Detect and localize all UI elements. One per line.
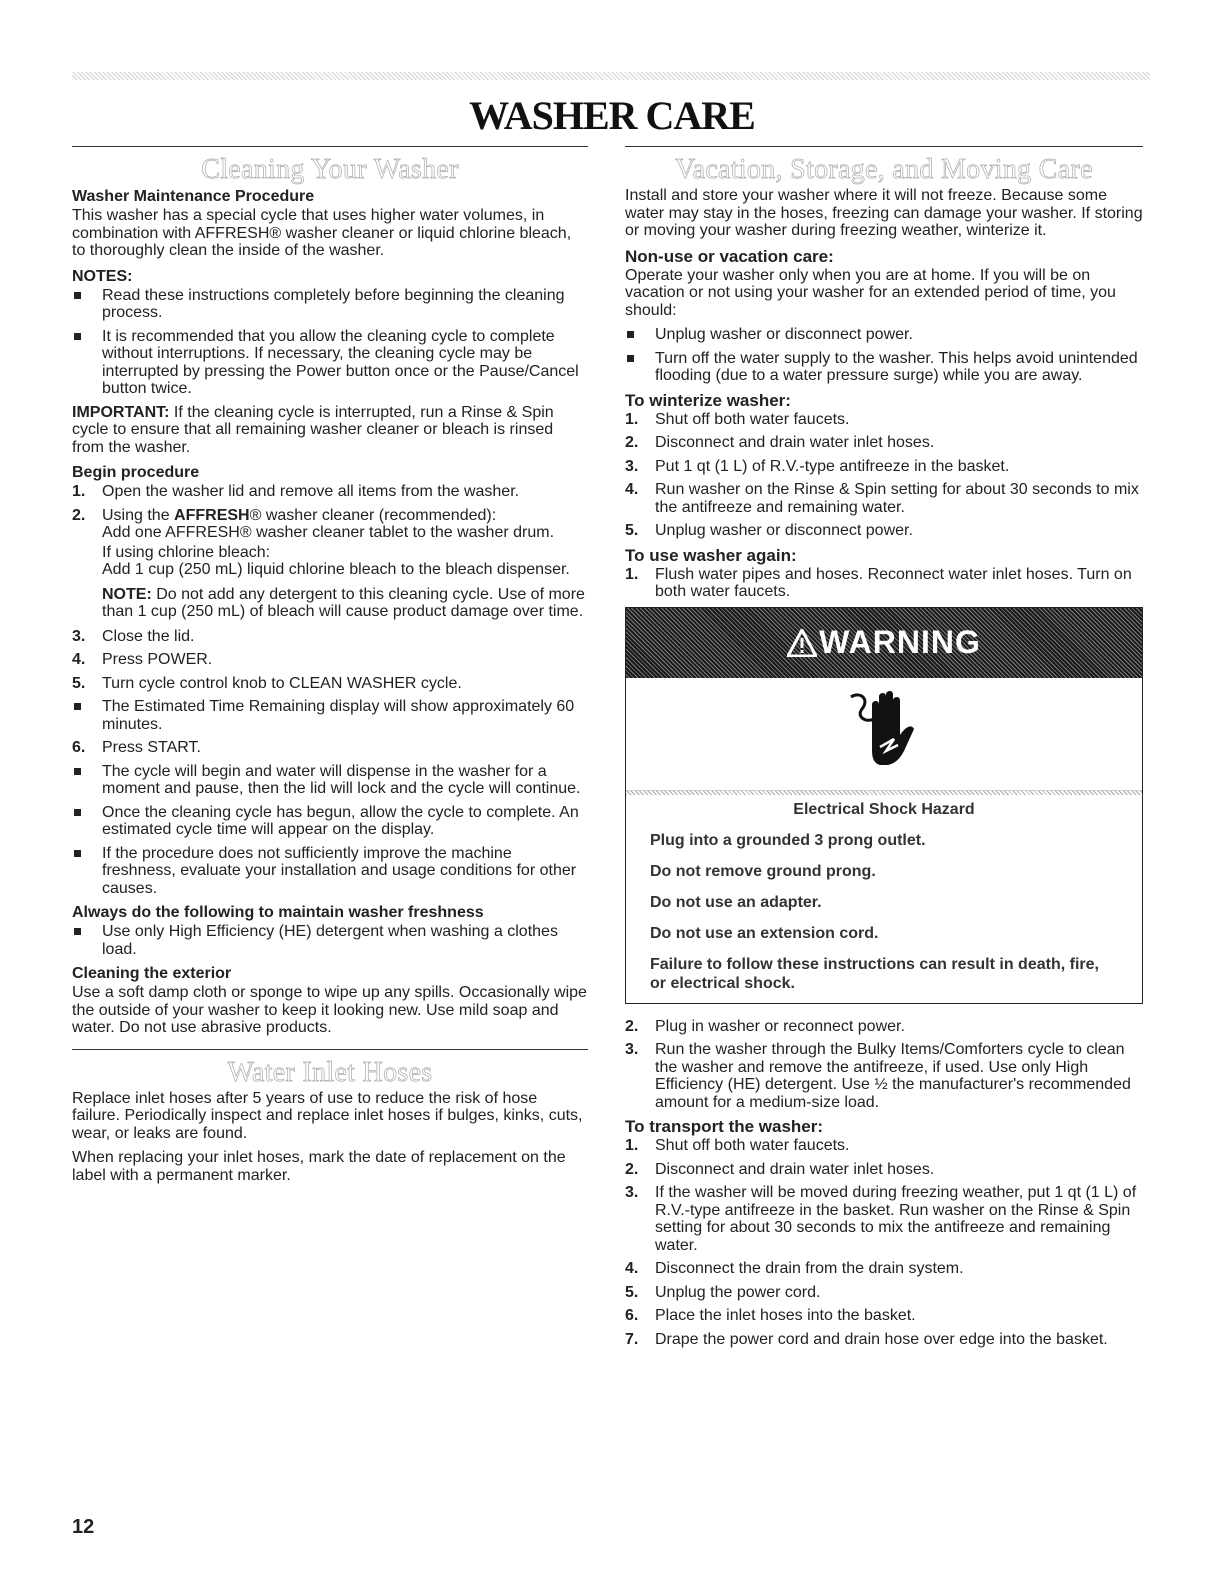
hoses-text-2: When replacing your inlet hoses, mark the date of replacement on the label with a permanent marker. — [72, 1149, 566, 1184]
transport-heading: To transport the washer: — [625, 1117, 824, 1136]
step-number: 2. — [625, 1017, 639, 1035]
use-again-steps-continued — [625, 1018, 1143, 1112]
warning-line: Plug into a grounded 3 prong outlet. — [650, 831, 926, 849]
list-item — [625, 434, 1143, 452]
step-detail: If using chlorine bleach: — [102, 543, 271, 561]
page-number: 12 — [72, 1516, 95, 1538]
exterior-heading: Cleaning the exterior — [72, 965, 232, 982]
step-detail: Add one AFFRESH® washer cleaner tablet to the washer drum. — [102, 524, 555, 541]
step-text: Plug in washer or reconnect power. — [655, 1017, 905, 1035]
list-item — [72, 628, 588, 646]
notes-heading: NOTES: — [72, 267, 133, 285]
important-note — [72, 404, 588, 457]
list-item — [72, 804, 588, 839]
step-text: Open the washer lid and remove all items from the washer. — [102, 483, 520, 500]
hoses-section-heading: Water Inlet Hoses — [227, 1056, 433, 1088]
list-item-text: Unplug washer or disconnect power. — [655, 326, 913, 343]
important-label: IMPORTANT: — [72, 403, 170, 421]
list-item — [625, 1161, 1143, 1179]
list-item — [72, 287, 588, 322]
list-item — [625, 1137, 1143, 1155]
list-item-text: Read these instructions completely before beginning the cleaning process. — [102, 286, 565, 321]
note-label: NOTE: — [102, 585, 152, 603]
list-item — [625, 458, 1143, 476]
step-text: Run washer on the Rinse & Spin setting for about 30 seconds to mix the antifreeze and remaining water. — [655, 481, 1139, 516]
step-text: Run the washer through the Bulky Items/Comforters cycle to clean the washer and remove the antifreeze, if used. Use only High Efficiency (HE) detergent. Use ½ the manufacturer's recommended amount for a medium-size load. — [655, 1041, 1131, 1111]
warning-body — [626, 795, 1142, 1003]
step-text: Once the cleaning cycle has begun, allow the cycle to complete. An estimated cycle time will appear on the display. — [102, 803, 579, 838]
list-item — [72, 328, 588, 398]
list-item — [625, 1018, 1143, 1036]
always-list — [72, 923, 588, 958]
list-item — [72, 923, 588, 958]
step-text: Unplug washer or disconnect power. — [655, 522, 913, 539]
step-text: Disconnect and drain water inlet hoses. — [655, 434, 935, 451]
step-text: If the procedure does not sufficiently improve the machine freshness, evaluate your installation and usage conditions for other causes. — [102, 844, 577, 897]
step-text: Close the lid. — [102, 627, 195, 645]
step-text: Press POWER. — [102, 651, 213, 668]
detergent-note — [102, 586, 588, 621]
step-text: Disconnect the drain from the drain system. — [655, 1260, 964, 1277]
bullet-square-icon — [74, 703, 81, 710]
page-title: WASHER CARE — [469, 93, 755, 138]
left-column — [72, 146, 588, 1191]
list-item — [625, 350, 1143, 385]
exterior-text: Use a soft damp cloth or sponge to wipe up any spills. Occasionally wipe the outside of your washer to keep it looking new. Use mild soap and water. Do not use abrasive products. — [72, 984, 587, 1036]
step-number: 3. — [625, 1184, 639, 1201]
list-item — [625, 522, 1143, 540]
step-text: The Estimated Time Remaining display will show approximately 60 minutes. — [102, 698, 575, 733]
nonuse-list — [625, 326, 1143, 385]
cleaning-section-heading: Cleaning Your Washer — [201, 154, 459, 185]
begin-steps — [72, 483, 588, 579]
list-item-text: It is recommended that you allow the cleaning cycle to complete without interruptions. If necessary, the cleaning cycle may be interrupted by pressing the Power button once or the Pause/Cancel button twice. — [102, 327, 579, 397]
list-item-text: Turn off the water supply to the washer. This helps avoid unintended flooding (due to a water pressure surge) while you are away. — [655, 349, 1138, 384]
bullet-square-icon — [74, 292, 81, 299]
list-item — [72, 698, 588, 733]
step-text: Turn cycle control knob to CLEAN WASHER cycle. — [102, 674, 462, 692]
vacation-section-heading: Vacation, Storage, and Moving Care — [675, 154, 1093, 185]
list-item — [625, 1041, 1143, 1111]
important-text: If the cleaning cycle is interrupted, run a Rinse & Spin cycle to ensure that all remaining washer cleaner or bleach is rinsed from the washer. — [72, 403, 554, 456]
step-number: 4. — [625, 481, 639, 498]
step-number: 3. — [72, 627, 86, 645]
warning-header — [626, 608, 1142, 678]
step-detail: Add 1 cup (250 mL) liquid chlorine bleach to the bleach dispenser. — [102, 561, 570, 578]
step-number: 5. — [72, 674, 86, 692]
step-text: Put 1 qt (1 L) of R.V.-type antifreeze in the basket. — [655, 457, 1010, 475]
step-number: 4. — [625, 1260, 639, 1277]
list-item — [625, 1331, 1143, 1349]
step-text: Flush water pipes and hoses. Reconnect water inlet hoses. Turn on both water faucets. — [655, 565, 1132, 600]
list-item — [72, 739, 588, 757]
list-item — [625, 326, 1143, 344]
list-item — [72, 651, 588, 669]
list-item: 2. Using the AFFRESH® washer cleaner (recommended): Add one AFFRESH® washer cleaner tablet to the washer drum. If using chlorine bleach: Add 1 cup (250 mL) liquid chlorine bleach to the bleach dispenser. — [72, 507, 588, 579]
use-again-heading: To use washer again: — [625, 545, 797, 565]
vacation-intro: Install and store your washer where it will not freeze. Because some water may stay in the hoses, freezing can damage your washer. If storing or moving your washer during freezing weather, winterize it. — [625, 187, 1143, 239]
cleaning-steps — [72, 628, 588, 898]
step-number: 1. — [625, 565, 639, 583]
list-item: 1. Open the washer lid and remove all items from the washer. — [72, 483, 520, 500]
list-item-text: Use only High Efficiency (HE) detergent when washing a clothes load. — [102, 923, 558, 958]
list-item — [625, 1260, 1143, 1278]
step-text: Shut off both water faucets. — [655, 410, 850, 428]
list-item — [72, 845, 588, 898]
list-item — [625, 481, 1143, 516]
list-item — [625, 1307, 1143, 1325]
warning-line: Failure to follow these instructions can result in death, fire, or electrical shock. — [650, 955, 1099, 992]
step-text: Shut off both water faucets. — [655, 1137, 850, 1154]
warning-line: Do not use an adapter. — [650, 893, 822, 911]
step-text: Disconnect and drain water inlet hoses. — [655, 1160, 935, 1178]
step-number: 5. — [625, 1283, 639, 1301]
maintenance-procedure-heading: Washer Maintenance Procedure — [72, 188, 315, 205]
step-number: 1. — [625, 410, 639, 428]
step-text: Place the inlet hoses into the basket. — [655, 1307, 916, 1324]
bullet-square-icon — [74, 809, 81, 816]
bullet-square-icon — [74, 768, 81, 775]
list-item — [625, 1184, 1143, 1254]
step-text: Press START. — [102, 739, 201, 756]
list-item — [72, 763, 588, 798]
step-text: Unplug the power cord. — [655, 1283, 821, 1301]
warning-box — [625, 607, 1143, 1004]
step-number: 4. — [72, 651, 86, 668]
step-number: 3. — [625, 457, 639, 475]
section-divider — [72, 1049, 588, 1050]
step-number: 2. — [625, 1160, 639, 1178]
right-column — [625, 146, 1143, 1354]
step-text: ® washer cleaner (recommended): — [249, 506, 497, 524]
cleaning-intro: This washer has a special cycle that uses higher water volumes, in combination with AFFRESH® washer cleaner or liquid chlorine bleach, to thoroughly clean the inside of the washer. — [72, 207, 572, 259]
warning-label: WARNING — [819, 624, 981, 660]
nonuse-heading: Non-use or vacation care: — [625, 246, 834, 266]
warning-line: Do not remove ground prong. — [650, 862, 876, 880]
notes-list — [72, 287, 588, 398]
use-again-steps — [625, 566, 1143, 601]
note-text: Do not add any detergent to this cleaning cycle. Use of more than 1 cup (250 mL) of bleach will cause product damage over time. — [102, 585, 585, 620]
winterize-heading: To winterize washer: — [625, 390, 791, 410]
section-divider — [625, 146, 1143, 147]
shock-icon-area — [626, 678, 1142, 791]
top-pattern-bar — [72, 72, 1150, 80]
step-number: 6. — [625, 1307, 639, 1324]
affresh-brand: AFFRESH — [174, 506, 250, 524]
list-item — [625, 1284, 1143, 1302]
begin-procedure-heading: Begin procedure — [72, 464, 200, 481]
warning-lines — [650, 831, 1118, 993]
bullet-square-icon — [627, 355, 634, 362]
warning-line: Do not use an extension cord. — [650, 924, 879, 942]
step-text: If the washer will be moved during freezing weather, put 1 qt (1 L) of R.V.-type antifreeze in the basket. Run washer on the Rinse & Spin setting for about 30 seconds to mix the antifreeze and remaining water. — [655, 1184, 1137, 1254]
always-heading: Always do the following to maintain washer freshness — [72, 904, 484, 921]
step-number: 6. — [72, 739, 86, 756]
step-number: 7. — [625, 1330, 639, 1348]
step-number: 5. — [625, 522, 639, 539]
step-text: Drape the power cord and drain hose over edge into the basket. — [655, 1330, 1108, 1348]
list-item — [625, 566, 1143, 601]
warning-triangle-icon — [787, 629, 817, 657]
bullet-square-icon — [74, 928, 81, 935]
transport-steps — [625, 1137, 1143, 1348]
step-number: 2. — [625, 434, 639, 451]
winterize-steps — [625, 411, 1143, 540]
hoses-text-1: Replace inlet hoses after 5 years of use to reduce the risk of hose failure. Periodically inspect and replace inlet hoses if bulges, kinks, cuts, wear, or leaks are found. — [72, 1089, 583, 1142]
nonuse-text: Operate your washer only when you are at home. If you will be on vacation or not using your washer for an extended period of time, you should: — [625, 266, 1116, 319]
bullet-square-icon — [74, 333, 81, 340]
step-number: 1. — [625, 1137, 639, 1154]
warning-title — [787, 624, 981, 661]
step-text: Using the — [102, 506, 175, 524]
electric-shock-hand-icon — [848, 689, 920, 779]
list-item — [72, 675, 588, 693]
bullet-square-icon — [627, 331, 634, 338]
bullet-square-icon — [74, 850, 81, 857]
step-number: 3. — [625, 1041, 639, 1058]
hazard-title: Electrical Shock Hazard — [793, 800, 975, 818]
step-text: The cycle will begin and water will dispense in the washer for a moment and pause, then the lid will lock and the cycle will continue. — [102, 762, 581, 797]
section-divider — [72, 146, 588, 147]
list-item — [625, 411, 1143, 429]
